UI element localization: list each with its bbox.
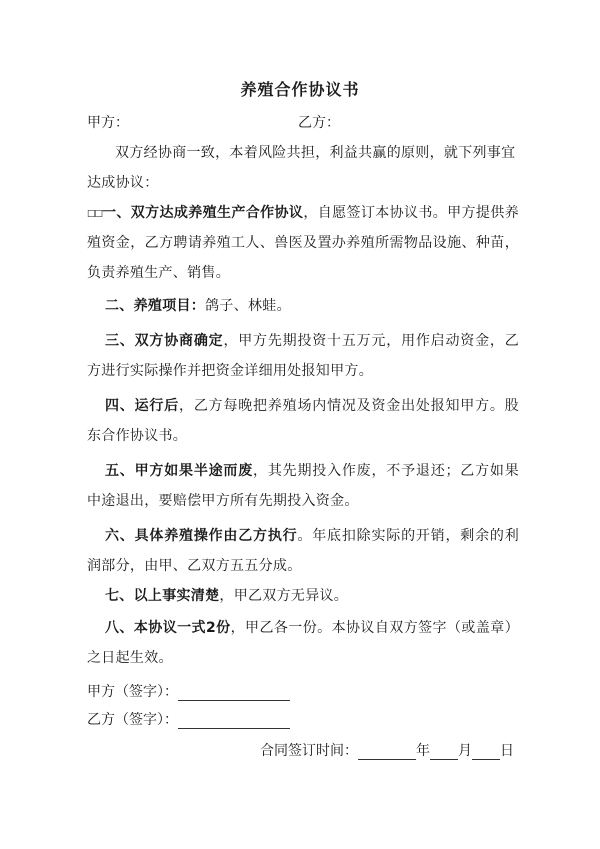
clause-5 (87, 456, 519, 516)
clause-1 (87, 198, 519, 288)
clause-4-text: ，乙方每晚把养殖场内情况及资金出处报知甲方。股东合作协议书。 (87, 398, 520, 444)
date-month-label: 月 (458, 743, 472, 759)
clause-8 (87, 613, 519, 673)
clause-3-text: ，甲方先期投资十五万元，用作启动资金，乙方进行实际操作并把资金详细用处报知甲方。 (87, 333, 520, 379)
contract-date-row (260, 740, 514, 760)
contract-date-label: 合同签订时间： (260, 743, 358, 759)
party-b-signature-field[interactable] (178, 712, 290, 729)
intro-paragraph (87, 138, 519, 198)
party-a-signature-field[interactable] (178, 684, 290, 701)
clause-8-text: ，甲乙各一份。本协议自双方签字（或盖章）之日起生效。 (87, 620, 519, 666)
intro-line-2: 达成协议： (87, 175, 159, 191)
clause-5-text: ，其先期投入作废，不予退还；乙方如果中途退出，要赔偿甲方所有先期投入资金。 (87, 463, 520, 509)
parties-row (87, 112, 527, 132)
party-a-signature-row (87, 681, 290, 701)
clause-2-text: 鸽子、林蛙。 (205, 298, 291, 314)
clause-7-text: ，甲乙双方无异议。 (219, 588, 349, 604)
document-title: 养殖合作协议书 (240, 80, 360, 99)
clause-6 (87, 521, 519, 581)
clause-2 (87, 291, 519, 321)
party-b-signature-label: 乙方（签字）： (87, 712, 178, 728)
clause-8-heading: 八、本协议一式 (105, 620, 206, 636)
date-year-label: 年 (416, 743, 430, 759)
clause-3 (87, 326, 519, 386)
clause-3-heading: 三、双方协商确定 (105, 333, 224, 349)
clause-1-marker: ☐☐ (87, 205, 102, 221)
clause-4-heading: 四、运行后 (105, 398, 180, 414)
clause-5-heading: 五、甲方如果半途而废 (105, 463, 254, 479)
date-day-label: 日 (500, 743, 514, 759)
clause-1-text: ，自愿签订本协议书。甲方提供养殖资金，乙方聘请养殖工人、兽医及置办养殖所需物品设施、种苗，负责养殖生产、销售。 (87, 205, 520, 281)
party-a-signature-label: 甲方（签字）： (87, 684, 178, 700)
clause-6-heading: 六、具体养殖操作由乙方执行 (105, 528, 298, 544)
clause-4 (87, 391, 519, 451)
date-year-field[interactable] (358, 743, 416, 760)
clause-7-heading: 七、以上事实清楚 (105, 588, 220, 604)
party-a-label: 甲方： (87, 115, 129, 131)
party-b-signature-row (87, 709, 290, 729)
clause-6-text: 。年底扣除实际的开销，剩余的利润部分，由甲、乙双方五五分成。 (87, 528, 520, 574)
clause-7 (87, 581, 519, 611)
date-month-field[interactable] (430, 743, 458, 760)
clause-8-copies: 2 (205, 620, 217, 636)
clause-1-heading: 一、双方达成养殖生产合作协议 (101, 205, 304, 221)
clause-2-heading: 二、养殖项目： (105, 298, 206, 314)
clause-8-unit: 份 (216, 620, 231, 636)
party-b-label: 乙方： (298, 115, 340, 131)
date-day-field[interactable] (472, 743, 500, 760)
intro-line-1: 双方经协商一致，本着风险共担，利益共赢的原则，就下列事宜 (115, 145, 516, 161)
